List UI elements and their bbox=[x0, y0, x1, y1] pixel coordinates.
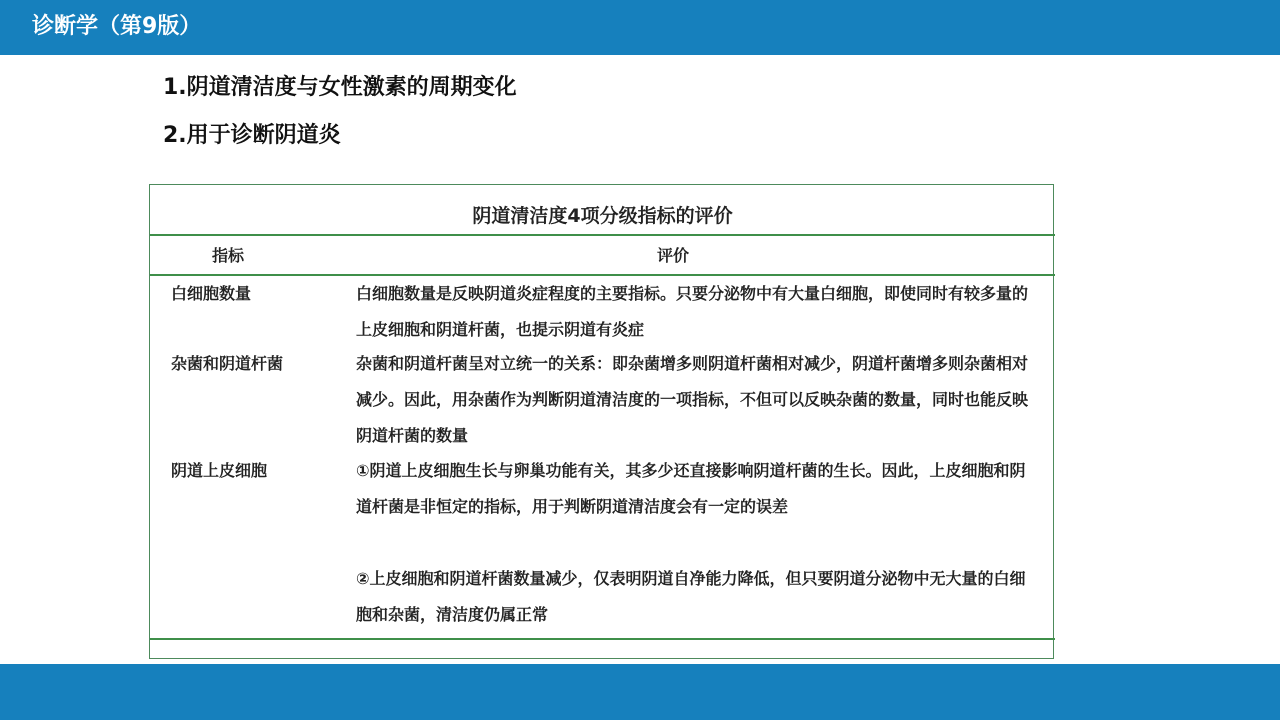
header-title: 诊断学（第9版） bbox=[32, 14, 202, 39]
evaluation-table bbox=[149, 184, 1054, 659]
table-rule-bottom bbox=[150, 638, 1055, 640]
column-header-indicator: 指标 bbox=[212, 246, 245, 265]
row-indicator-bacteria: 杂菌和阴道杆菌 bbox=[171, 354, 284, 373]
table-caption: 阴道清洁度4项分级指标的评价 bbox=[472, 205, 733, 227]
footer-bar bbox=[0, 664, 1280, 720]
row-evaluation-bacteria: 杂菌和阴道杆菌呈对立统一的关系：即杂菌增多则阴道杆菌相对减少，阴道杆菌增多则杂菌相对减少。因此，用杂菌作为判断阴道清洁度的一项指标，不但可以反映杂菌的数量，同时也能反映阴道杆菌的数量 bbox=[356, 354, 1029, 445]
row-evaluation-epithelial-2: ②上皮细胞和阴道杆菌数量减少，仅表明阴道自净能力降低，但只要阴道分泌物中无大量的白细胞和杂菌，清洁度仍属正常 bbox=[356, 569, 1026, 624]
row-indicator-wbc: 白细胞数量 bbox=[171, 284, 252, 303]
column-header-evaluation: 评价 bbox=[657, 246, 690, 265]
point-1: 1.阴道清洁度与女性激素的周期变化 bbox=[163, 75, 517, 100]
header-bar bbox=[0, 0, 1280, 55]
row-evaluation-wbc: 白细胞数量是反映阴道炎症程度的主要指标。只要分泌物中有大量白细胞，即使同时有较多量的上皮细胞和阴道杆菌，也提示阴道有炎症 bbox=[356, 284, 1029, 339]
row-evaluation-epithelial-1: ①阴道上皮细胞生长与卵巢功能有关，其多少还直接影响阴道杆菌的生长。因此，上皮细胞和阴道杆菌是非恒定的指标，用于判断阴道清洁度会有一定的误差 bbox=[356, 461, 1026, 516]
table-rule-top bbox=[150, 234, 1055, 236]
point-2: 2.用于诊断阴道炎 bbox=[163, 123, 341, 148]
row-indicator-epithelial: 阴道上皮细胞 bbox=[171, 461, 268, 480]
